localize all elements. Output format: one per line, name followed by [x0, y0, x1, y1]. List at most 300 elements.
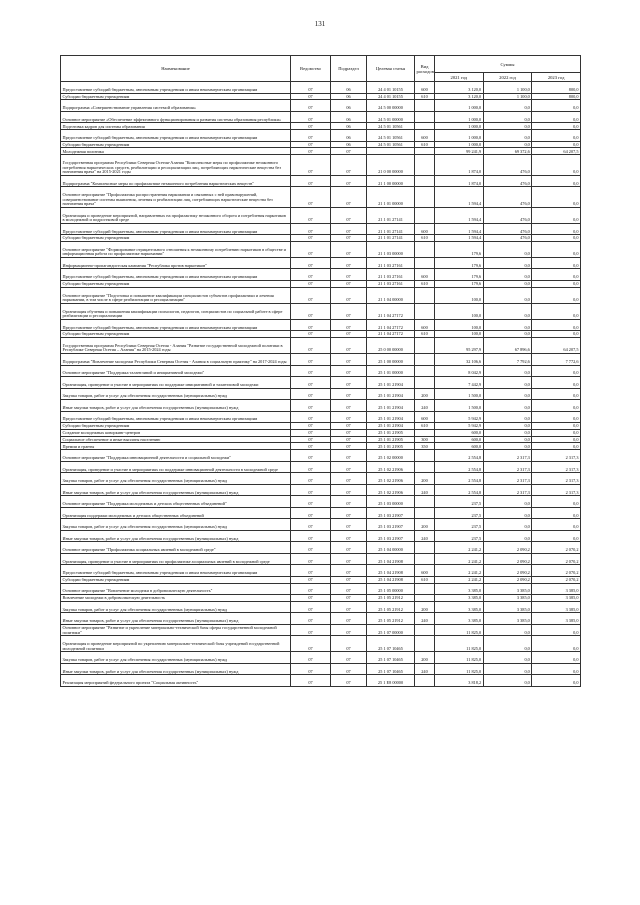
cell-vr: 600 [415, 269, 435, 281]
cell-vr: 200 [415, 601, 435, 613]
cell-sum-2022: 0,0 [483, 400, 532, 412]
header-ved: Ведомство [291, 56, 331, 82]
cell-razd: 07 [331, 636, 367, 652]
cell-ved: 07 [291, 624, 331, 636]
cell-sum-2021: 7 442,9 [435, 377, 484, 389]
cell-sum-2023: 0,0 [532, 429, 581, 436]
cell-razd: 07 [331, 553, 367, 565]
cell-razd: 06 [331, 100, 367, 112]
table-row [61, 423, 581, 430]
cell-sum-2023: 0,0 [532, 443, 581, 450]
cell-csr: 25 1 01 21905 [367, 436, 415, 443]
cell-name: Вовлечение молодежи в добровольческую деятельность [61, 595, 291, 602]
header-csr: Целевая статья [367, 56, 415, 82]
cell-razd: 06 [331, 130, 367, 142]
cell-sum-2021: 179,6 [435, 269, 484, 281]
cell-ved: 07 [291, 100, 331, 112]
cell-sum-2021: 600,0 [435, 429, 484, 436]
cell-sum-2021: 237,5 [435, 530, 484, 542]
cell-csr: 24 5 01 10561 [367, 141, 415, 148]
cell-csr: 21 0 00 00000 [367, 155, 415, 176]
cell-sum-2022: 3 385,0 [483, 613, 532, 625]
cell-razd: 06 [331, 93, 367, 100]
cell-csr: 25 1 05 21912 [367, 601, 415, 613]
table-row [61, 155, 581, 176]
cell-vr: 610 [415, 280, 435, 287]
cell-csr: 25 1 03 21907 [367, 519, 415, 531]
cell-razd: 07 [331, 223, 367, 235]
cell-razd: 07 [331, 187, 367, 208]
cell-name: Подпрограмма «Совершенствование управления системой образования» [61, 100, 291, 112]
cell-csr: 25 1 02 21906 [367, 473, 415, 485]
cell-vr [415, 287, 435, 303]
cell-razd: 07 [331, 519, 367, 531]
cell-csr: 21 1 04 27172 [367, 303, 415, 319]
cell-name: Организация и проведение мероприятий, направленных на профилактику незаконного оборота и потребления наркотиков в молодежной и подростковой среде [61, 207, 291, 223]
cell-name: Основное мероприятие "Формирование отрицательного отношения к незаконному потреблению наркотиков в обществе и информационная работа по профилактике наркомании" [61, 241, 291, 257]
cell-sum-2022: 0,0 [483, 663, 532, 675]
cell-razd: 07 [331, 436, 367, 443]
cell-sum-2022: 0,0 [483, 429, 532, 436]
cell-sum-2023: 0,0 [532, 400, 581, 412]
cell-name: Иные закупки товаров, работ и услуг для обеспечения государственных (муниципальных) нужд [61, 484, 291, 496]
cell-name: Социальное обеспечение и иные выплаты населению [61, 436, 291, 443]
cell-sum-2021: 2 554,8 [435, 450, 484, 462]
cell-name: Предоставление субсидий бюджетным, автономным учреждениям и иным некоммерческим организациям [61, 565, 291, 577]
cell-razd: 07 [331, 675, 367, 687]
cell-sum-2023: 0,0 [532, 100, 581, 112]
table-row [61, 484, 581, 496]
cell-sum-2022: 2 317,3 [483, 461, 532, 473]
cell-vr [415, 496, 435, 508]
cell-vr: 240 [415, 663, 435, 675]
cell-sum-2022: 0,0 [483, 365, 532, 377]
cell-razd: 06 [331, 123, 367, 130]
cell-sum-2022: 0,0 [483, 530, 532, 542]
cell-vr: 240 [415, 400, 435, 412]
cell-vr: 240 [415, 484, 435, 496]
cell-name: Организация поддержки молодежных и детских общественных объединений [61, 507, 291, 519]
cell-sum-2023: 3 385,0 [532, 613, 581, 625]
cell-name: Субсидии бюджетным учреждениям [61, 331, 291, 338]
cell-sum-2021: 2 554,8 [435, 473, 484, 485]
cell-ved: 07 [291, 365, 331, 377]
table-row [61, 111, 581, 123]
cell-sum-2022: 0,0 [483, 377, 532, 389]
cell-vr: 350 [415, 443, 435, 450]
cell-vr [415, 553, 435, 565]
cell-sum-2023: 2 070,2 [532, 553, 581, 565]
cell-sum-2022: 476,0 [483, 207, 532, 223]
cell-razd: 07 [331, 175, 367, 187]
cell-name: Закупка товаров, работ и услуг для обеспечения государственных (муниципальных) нужд [61, 652, 291, 664]
table-row [61, 235, 581, 242]
cell-vr [415, 636, 435, 652]
cell-ved: 07 [291, 319, 331, 331]
cell-razd: 07 [331, 473, 367, 485]
cell-razd: 07 [331, 583, 367, 595]
cell-sum-2023: 0,0 [532, 111, 581, 123]
cell-name: Иные закупки товаров, работ и услуг для обеспечения государственных (муниципальных) нужд [61, 613, 291, 625]
table-row [61, 450, 581, 462]
cell-razd: 07 [331, 624, 367, 636]
cell-sum-2023: 3 385,0 [532, 583, 581, 595]
cell-razd: 07 [331, 365, 367, 377]
cell-sum-2021: 11 825,0 [435, 624, 484, 636]
cell-razd: 06 [331, 82, 367, 94]
cell-csr: 21 1 01 27141 [367, 223, 415, 235]
table-row [61, 175, 581, 187]
cell-razd: 07 [331, 507, 367, 519]
cell-vr: 600 [415, 565, 435, 577]
cell-razd: 07 [331, 388, 367, 400]
cell-name: Субсидии бюджетным учреждениям [61, 141, 291, 148]
cell-name: Основное мероприятие "Подготовка и повышение квалификации специалистов субъектов профилактики и лечения наркомании, в том числе в сфере реабилитации и ресоциализации" [61, 287, 291, 303]
table-row [61, 148, 581, 155]
cell-vr: 600 [415, 223, 435, 235]
cell-sum-2023: 0,0 [532, 530, 581, 542]
cell-ved: 07 [291, 519, 331, 531]
cell-csr: 21 1 01 27141 [367, 235, 415, 242]
cell-name: Основное мероприятие "Вовлечение молодежи в добровольческую деятельность" [61, 583, 291, 595]
cell-csr: 25 1 02 21906 [367, 461, 415, 473]
cell-vr [415, 257, 435, 269]
cell-vr: 610 [415, 331, 435, 338]
table-row [61, 257, 581, 269]
table-row [61, 100, 581, 112]
cell-name: Предоставление субсидий бюджетным, автономным учреждениям и иным некоммерческим организациям [61, 269, 291, 281]
cell-sum-2021: 3 385,0 [435, 601, 484, 613]
cell-name: Организация, проведение и участие в мероприятиях по поддержке инициативной и талантливой молодежи [61, 377, 291, 389]
cell-sum-2022: 0,0 [483, 423, 532, 430]
cell-vr [415, 155, 435, 176]
cell-sum-2021: 600,0 [435, 436, 484, 443]
cell-ved: 07 [291, 613, 331, 625]
cell-razd: 07 [331, 241, 367, 257]
cell-razd: 07 [331, 155, 367, 176]
cell-vr [415, 595, 435, 602]
cell-ved: 07 [291, 280, 331, 287]
cell-razd: 07 [331, 542, 367, 554]
cell-vr [415, 365, 435, 377]
cell-ved: 07 [291, 436, 331, 443]
cell-csr: 24 5 01 10561 [367, 123, 415, 130]
cell-ved: 07 [291, 675, 331, 687]
cell-sum-2022: 0,0 [483, 411, 532, 423]
table-body [61, 82, 581, 687]
cell-vr [415, 303, 435, 319]
cell-sum-2022: 476,0 [483, 235, 532, 242]
cell-vr: 600 [415, 319, 435, 331]
cell-sum-2022: 0,0 [483, 111, 532, 123]
cell-ved: 07 [291, 530, 331, 542]
cell-sum-2022: 0,0 [483, 636, 532, 652]
cell-name: Подпрограмма "Вовлечение молодежи Республики Северная Осетия - Алания в социальную практику" на 2017-2024 годы [61, 354, 291, 366]
cell-vr [415, 583, 435, 595]
cell-sum-2021: 237,5 [435, 519, 484, 531]
cell-vr: 610 [415, 141, 435, 148]
cell-csr: 25 1 01 21905 [367, 443, 415, 450]
cell-sum-2022: 0,0 [483, 675, 532, 687]
cell-name: Предоставление субсидий бюджетным, автономным учреждениям и иным некоммерческим организациям [61, 319, 291, 331]
cell-csr: 25 1 07 10465 [367, 663, 415, 675]
cell-razd: 07 [331, 530, 367, 542]
cell-ved: 07 [291, 82, 331, 94]
cell-sum-2023: 0,0 [532, 123, 581, 130]
cell-csr: 25 1 01 00000 [367, 365, 415, 377]
table-row [61, 241, 581, 257]
cell-ved: 07 [291, 507, 331, 519]
cell-csr: 21 1 03 27161 [367, 280, 415, 287]
cell-ved: 07 [291, 257, 331, 269]
cell-sum-2021: 11 825,0 [435, 636, 484, 652]
cell-razd: 07 [331, 257, 367, 269]
cell-sum-2022: 2 090,2 [483, 553, 532, 565]
cell-sum-2022: 0,0 [483, 287, 532, 303]
cell-sum-2022: 7 792,6 [483, 354, 532, 366]
cell-razd: 07 [331, 423, 367, 430]
cell-vr: 200 [415, 473, 435, 485]
table-row [61, 93, 581, 100]
cell-sum-2021: 2 554,8 [435, 484, 484, 496]
cell-sum-2022: 0,0 [483, 624, 532, 636]
cell-sum-2023: 2 317,3 [532, 473, 581, 485]
cell-sum-2023: 0,0 [532, 257, 581, 269]
table-row [61, 123, 581, 130]
cell-vr: 200 [415, 388, 435, 400]
cell-name: Государственная программа Республики Северная Осетия - Алания "Развитие государственной молодежной политики в Республике Северная Осетия – Алания" на 2015-2024 годы [61, 338, 291, 354]
cell-vr [415, 624, 435, 636]
cell-sum-2023: 0,0 [532, 652, 581, 664]
cell-sum-2022: 3 385,0 [483, 601, 532, 613]
cell-ved: 07 [291, 241, 331, 257]
cell-csr: 21 1 01 27141 [367, 207, 415, 223]
table-row [61, 319, 581, 331]
cell-sum-2022: 476,0 [483, 155, 532, 176]
table-row [61, 583, 581, 595]
table-row [61, 595, 581, 602]
cell-sum-2021: 32 106,6 [435, 354, 484, 366]
table-row [61, 576, 581, 583]
budget-table [60, 55, 581, 687]
cell-name: Закупка товаров, работ и услуг для обеспечения государственных (муниципальных) нужд [61, 601, 291, 613]
cell-csr: 25 1 03 21907 [367, 507, 415, 519]
cell-name: Молодежная политика [61, 148, 291, 155]
table-row [61, 411, 581, 423]
cell-ved: 07 [291, 473, 331, 485]
cell-name: Основное мероприятие «Обеспечение эффективного функционирования и развития системы образования республики» [61, 111, 291, 123]
cell-sum-2021: 1 594,4 [435, 235, 484, 242]
cell-name: Подпрограмма "Комплексные меры по профилактике незаконного потребления наркотических веществ" [61, 175, 291, 187]
cell-sum-2022: 0,0 [483, 130, 532, 142]
table-row [61, 269, 581, 281]
cell-ved: 07 [291, 287, 331, 303]
cell-csr: 25 1 01 21904 [367, 377, 415, 389]
table-row [61, 331, 581, 338]
cell-name: Реализация мероприятий федерального проекта "Социальная активность" [61, 675, 291, 687]
cell-csr: 25 0 00 00000 [367, 338, 415, 354]
cell-razd: 07 [331, 576, 367, 583]
table-row [61, 365, 581, 377]
cell-vr [415, 123, 435, 130]
cell-csr: 21 1 03 00000 [367, 241, 415, 257]
cell-sum-2023: 0,0 [532, 269, 581, 281]
cell-ved: 07 [291, 123, 331, 130]
cell-name: Закупка товаров, работ и услуг для обеспечения государственных (муниципальных) нужд [61, 519, 291, 531]
cell-sum-2023: 2 070,2 [532, 542, 581, 554]
table-row [61, 613, 581, 625]
cell-razd: 07 [331, 443, 367, 450]
cell-sum-2022: 0,0 [483, 269, 532, 281]
cell-sum-2023: 0,0 [532, 280, 581, 287]
cell-razd: 07 [331, 148, 367, 155]
cell-razd: 07 [331, 484, 367, 496]
table-row [61, 530, 581, 542]
cell-name: Премии и гранты [61, 443, 291, 450]
cell-sum-2021: 1 500,0 [435, 388, 484, 400]
cell-sum-2023: 0,0 [532, 411, 581, 423]
cell-sum-2023: 64 207,5 [532, 148, 581, 155]
cell-csr: 25 1 04 21908 [367, 576, 415, 583]
cell-csr: 24 5 01 10561 [367, 130, 415, 142]
cell-sum-2021: 237,5 [435, 507, 484, 519]
table-row [61, 429, 581, 436]
table-row [61, 82, 581, 94]
cell-ved: 07 [291, 400, 331, 412]
cell-sum-2022: 0,0 [483, 241, 532, 257]
table-row [61, 461, 581, 473]
cell-name: Закупка товаров, работ и услуг для обеспечения государственных (муниципальных) нужд [61, 473, 291, 485]
cell-csr: 21 1 04 00000 [367, 287, 415, 303]
cell-name: Иные закупки товаров, работ и услуг для обеспечения государственных (муниципальных) нужд [61, 663, 291, 675]
table-row [61, 542, 581, 554]
table-row [61, 400, 581, 412]
cell-sum-2023: 800,0 [532, 93, 581, 100]
cell-ved: 07 [291, 450, 331, 462]
table-row [61, 601, 581, 613]
table-row [61, 553, 581, 565]
cell-name: Предоставление субсидий бюджетным, автономным учреждениям и иным некоммерческим организациям [61, 82, 291, 94]
cell-csr: 21 1 03 27161 [367, 269, 415, 281]
table-row [61, 636, 581, 652]
cell-name: Субсидии бюджетным учреждениям [61, 576, 291, 583]
cell-name: Организация и проведение мероприятий по укреплению материально-технической базы учреждений государственной молодежной политики [61, 636, 291, 652]
cell-sum-2022: 0,0 [483, 319, 532, 331]
cell-sum-2021: 99 241,9 [435, 148, 484, 155]
cell-vr: 610 [415, 93, 435, 100]
cell-vr: 240 [415, 613, 435, 625]
cell-sum-2021: 1 594,4 [435, 187, 484, 208]
cell-name: Организация, проведение и участие в мероприятиях по профилактике асоциальных явлений в молодежной среде [61, 553, 291, 565]
cell-sum-2021: 1 874,0 [435, 155, 484, 176]
cell-sum-2023: 0,0 [532, 235, 581, 242]
cell-name: Субсидии бюджетным учреждениям [61, 235, 291, 242]
cell-vr [415, 461, 435, 473]
table-row [61, 675, 581, 687]
cell-ved: 07 [291, 338, 331, 354]
cell-ved: 07 [291, 484, 331, 496]
cell-sum-2023: 0,0 [532, 241, 581, 257]
cell-sum-2023: 0,0 [532, 675, 581, 687]
cell-sum-2023: 0,0 [532, 155, 581, 176]
cell-vr: 610 [415, 235, 435, 242]
cell-sum-2022: 0,0 [483, 303, 532, 319]
cell-razd: 07 [331, 269, 367, 281]
cell-sum-2022: 0,0 [483, 388, 532, 400]
cell-sum-2023: 2 070,2 [532, 565, 581, 577]
cell-sum-2023: 0,0 [532, 223, 581, 235]
cell-name: Субсидии бюджетным учреждениям [61, 280, 291, 287]
cell-vr [415, 377, 435, 389]
cell-name: Основное мероприятие "Профилактика асоциальных явлений в молодежной среде" [61, 542, 291, 554]
cell-ved: 07 [291, 461, 331, 473]
cell-ved: 07 [291, 130, 331, 142]
cell-vr [415, 187, 435, 208]
header-sums: Суммы [435, 56, 581, 73]
cell-sum-2022: 0,0 [483, 141, 532, 148]
cell-sum-2023: 0,0 [532, 624, 581, 636]
cell-razd: 07 [331, 652, 367, 664]
cell-csr: 21 1 03 27161 [367, 257, 415, 269]
cell-vr: 600 [415, 82, 435, 94]
cell-sum-2023: 0,0 [532, 388, 581, 400]
cell-csr: 25 1 05 00000 [367, 583, 415, 595]
cell-ved: 07 [291, 601, 331, 613]
table-row [61, 652, 581, 664]
cell-razd: 07 [331, 613, 367, 625]
cell-sum-2023: 0,0 [532, 175, 581, 187]
cell-sum-2022: 476,0 [483, 223, 532, 235]
cell-sum-2022: 0,0 [483, 123, 532, 130]
cell-csr: 25 1 07 00000 [367, 624, 415, 636]
cell-sum-2021: 8 042,9 [435, 365, 484, 377]
cell-sum-2023: 800,0 [532, 82, 581, 94]
cell-sum-2022: 3 385,0 [483, 595, 532, 602]
table-row [61, 473, 581, 485]
cell-sum-2023: 0,0 [532, 636, 581, 652]
table-row [61, 624, 581, 636]
cell-sum-2022: 0,0 [483, 100, 532, 112]
table-row [61, 130, 581, 142]
cell-razd: 07 [331, 496, 367, 508]
cell-razd: 07 [331, 461, 367, 473]
table-row [61, 207, 581, 223]
cell-vr [415, 450, 435, 462]
cell-sum-2022: 1 100,0 [483, 93, 532, 100]
table-row [61, 436, 581, 443]
cell-sum-2021: 600,0 [435, 443, 484, 450]
cell-ved: 07 [291, 235, 331, 242]
cell-sum-2023: 2 317,3 [532, 484, 581, 496]
cell-name: Основное мероприятие "Развитие и укрепление материально-технической базы сферы государственной молодежной политики" [61, 624, 291, 636]
cell-ved: 07 [291, 423, 331, 430]
cell-csr: 25 1 01 21904 [367, 411, 415, 423]
cell-sum-2021: 179,6 [435, 241, 484, 257]
cell-name: Закупка товаров, работ и услуг для обеспечения государственных (муниципальных) нужд [61, 388, 291, 400]
cell-name: Государственная программа Республики Северная Осетия-Алания "Комплексные меры по профилактике незаконного потребления наркотических средств, реабилитации и ресоциализации лиц, потребляющих наркотические вещества без назначения врача" на 2015-2021 годы [61, 155, 291, 176]
cell-ved: 07 [291, 565, 331, 577]
cell-sum-2021: 3 818,2 [435, 675, 484, 687]
cell-sum-2023: 0,0 [532, 423, 581, 430]
cell-csr: 25 1 00 00000 [367, 354, 415, 366]
cell-sum-2021: 100,0 [435, 303, 484, 319]
cell-sum-2023: 0,0 [532, 365, 581, 377]
cell-ved: 07 [291, 553, 331, 565]
cell-sum-2023: 0,0 [532, 377, 581, 389]
cell-razd: 07 [331, 354, 367, 366]
cell-sum-2021: 3 385,0 [435, 583, 484, 595]
cell-name: Основное мероприятие "Поддержка инновационной деятельности и социальной молодежи" [61, 450, 291, 462]
